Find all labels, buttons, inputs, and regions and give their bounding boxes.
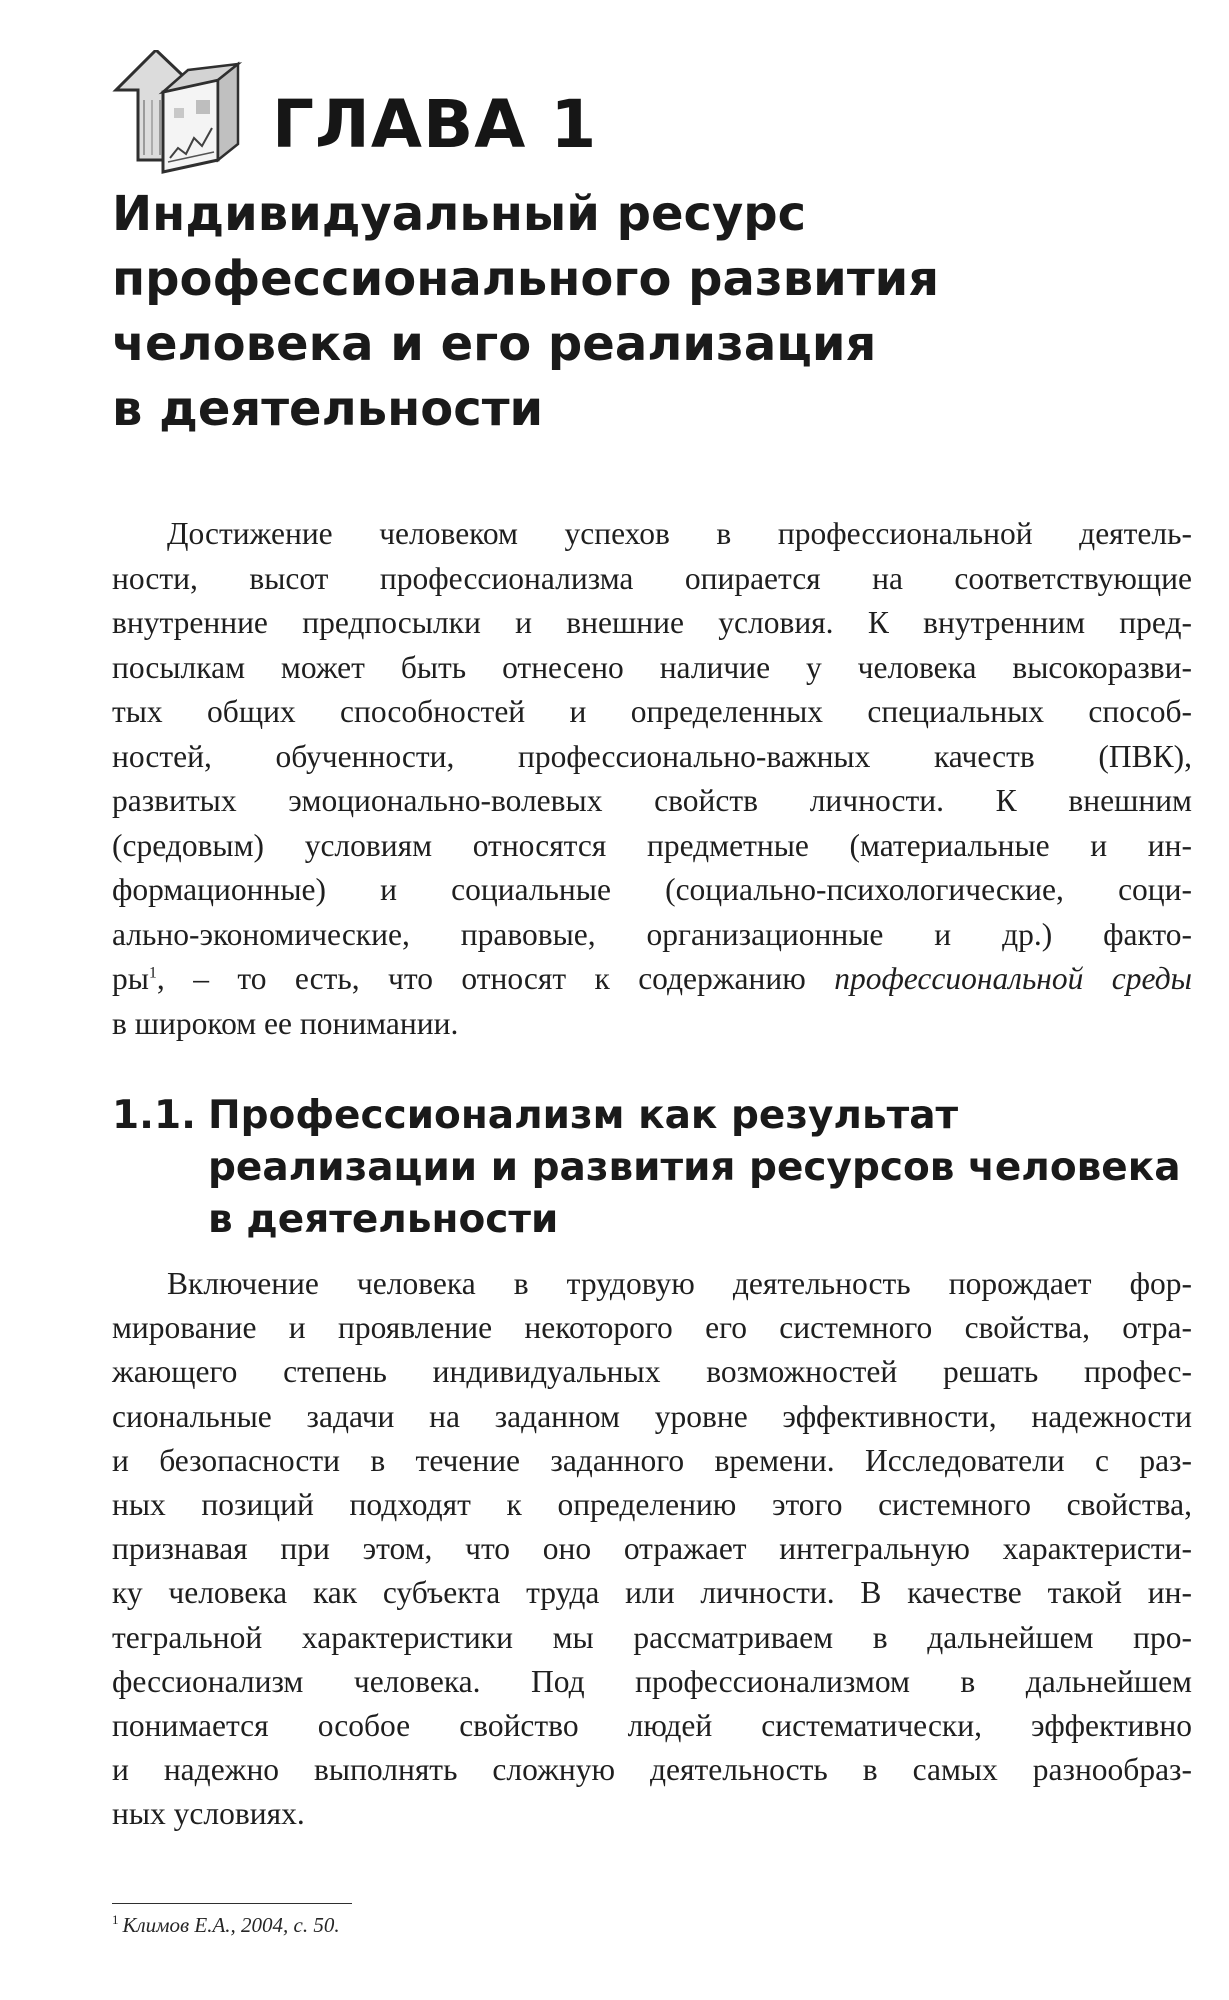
line-text: , – то есть, что относят к содержанию [156,961,835,996]
emphasis-text: профессиональной среды [834,961,1193,996]
chapter-title [112,182,1142,442]
line-text: ры [112,961,149,996]
paragraph-line: и безопасности в течение заданного времени. Исследователи с раз- [112,1442,1192,1478]
footnote-text: Климов Е.А., 2004, с. 50. [122,1913,340,1937]
section-title-line: в деятельности [208,1197,559,1242]
paragraph-line: внутренние предпосылки и внешние условия. К внутренним пред- [112,605,1192,640]
paragraph-line: ально-экономические, правовые, организационные и др.) факто- [112,916,1192,952]
paragraph-line: Включение человека в трудовую деятельность порождает фор- [167,1266,1192,1301]
footnote [112,1912,340,1938]
chapter-title-line: Индивидуальный ресурс [112,186,807,242]
paragraph-line: ности, высот профессионализма опирается на соответствующие [112,560,1192,596]
paragraph-line: формационные) и социальные (социально-психологические, соци- [112,872,1192,907]
paragraph-line: и надежно выполнять сложную деятельность в самых разнообраз- [112,1752,1192,1788]
paragraph-line: ных позиций подходят к определению этого системного свойства, [112,1486,1192,1522]
paragraph-line: мирование и проявление некоторого его системного свойства, отра- [112,1310,1192,1346]
paragraph-line: ку человека как субъекта труда или личности. В качестве такой ин- [112,1575,1192,1611]
paragraph-line: в широком ее понимании. [112,1005,459,1041]
footnote-reference: 1 [148,964,157,982]
paragraph-line: сиональные задачи на заданном уровне эффективности, надежности [112,1398,1192,1434]
section-number: 1.1. [112,1093,196,1138]
section-title-line: реализации и развития ресурсов человека [208,1145,1181,1190]
paragraph-line: (средовым) условиям относятся предметные (материальные и ин- [112,827,1192,863]
paragraph-line: развитых эмоционально-волевых свойств личности. К внешним [112,783,1192,818]
arrow-up-chart-icon [108,50,268,180]
paragraph-line: жающего степень индивидуальных возможностей решать профес- [112,1354,1192,1390]
paragraph-line: тых общих способностей и определенных специальных способ- [112,694,1192,729]
chapter-title-line: человека и его реализация [112,316,877,372]
footnote-divider [112,1903,352,1904]
paragraph-line: признавая при этом, что оно отражает интегральную характеристи- [112,1531,1192,1567]
chapter-title-line: профессионального развития [112,251,940,307]
footnote-mark: 1 [112,1912,119,1927]
chapter-title-line: в деятельности [112,381,544,437]
chapter-label: ГЛАВА 1 [272,86,598,163]
paragraph-line: понимается особое свойство людей систематически, эффективно [112,1707,1192,1743]
paragraph-line [112,957,1192,1002]
paragraph-line: фессионализм человека. Под профессионализмом в дальнейшем [112,1663,1192,1699]
section-paragraph [112,1262,1192,1836]
paragraph-line: тегральной характеристики мы рассматриваем в дальнейшем про- [112,1619,1192,1655]
paragraph-line: посылкам может быть отнесено наличие у человека высокоразви- [112,649,1192,685]
section-title-line: Профессионализм как результат [208,1093,959,1138]
paragraph-line: ностей, обученности, профессионально-важных качеств (ПВК), [112,738,1192,774]
paragraph-line: ных условиях. [112,1796,305,1832]
intro-paragraph [112,512,1192,1046]
paragraph-line: Достижение человеком успехов в профессиональной деятель- [167,516,1192,551]
